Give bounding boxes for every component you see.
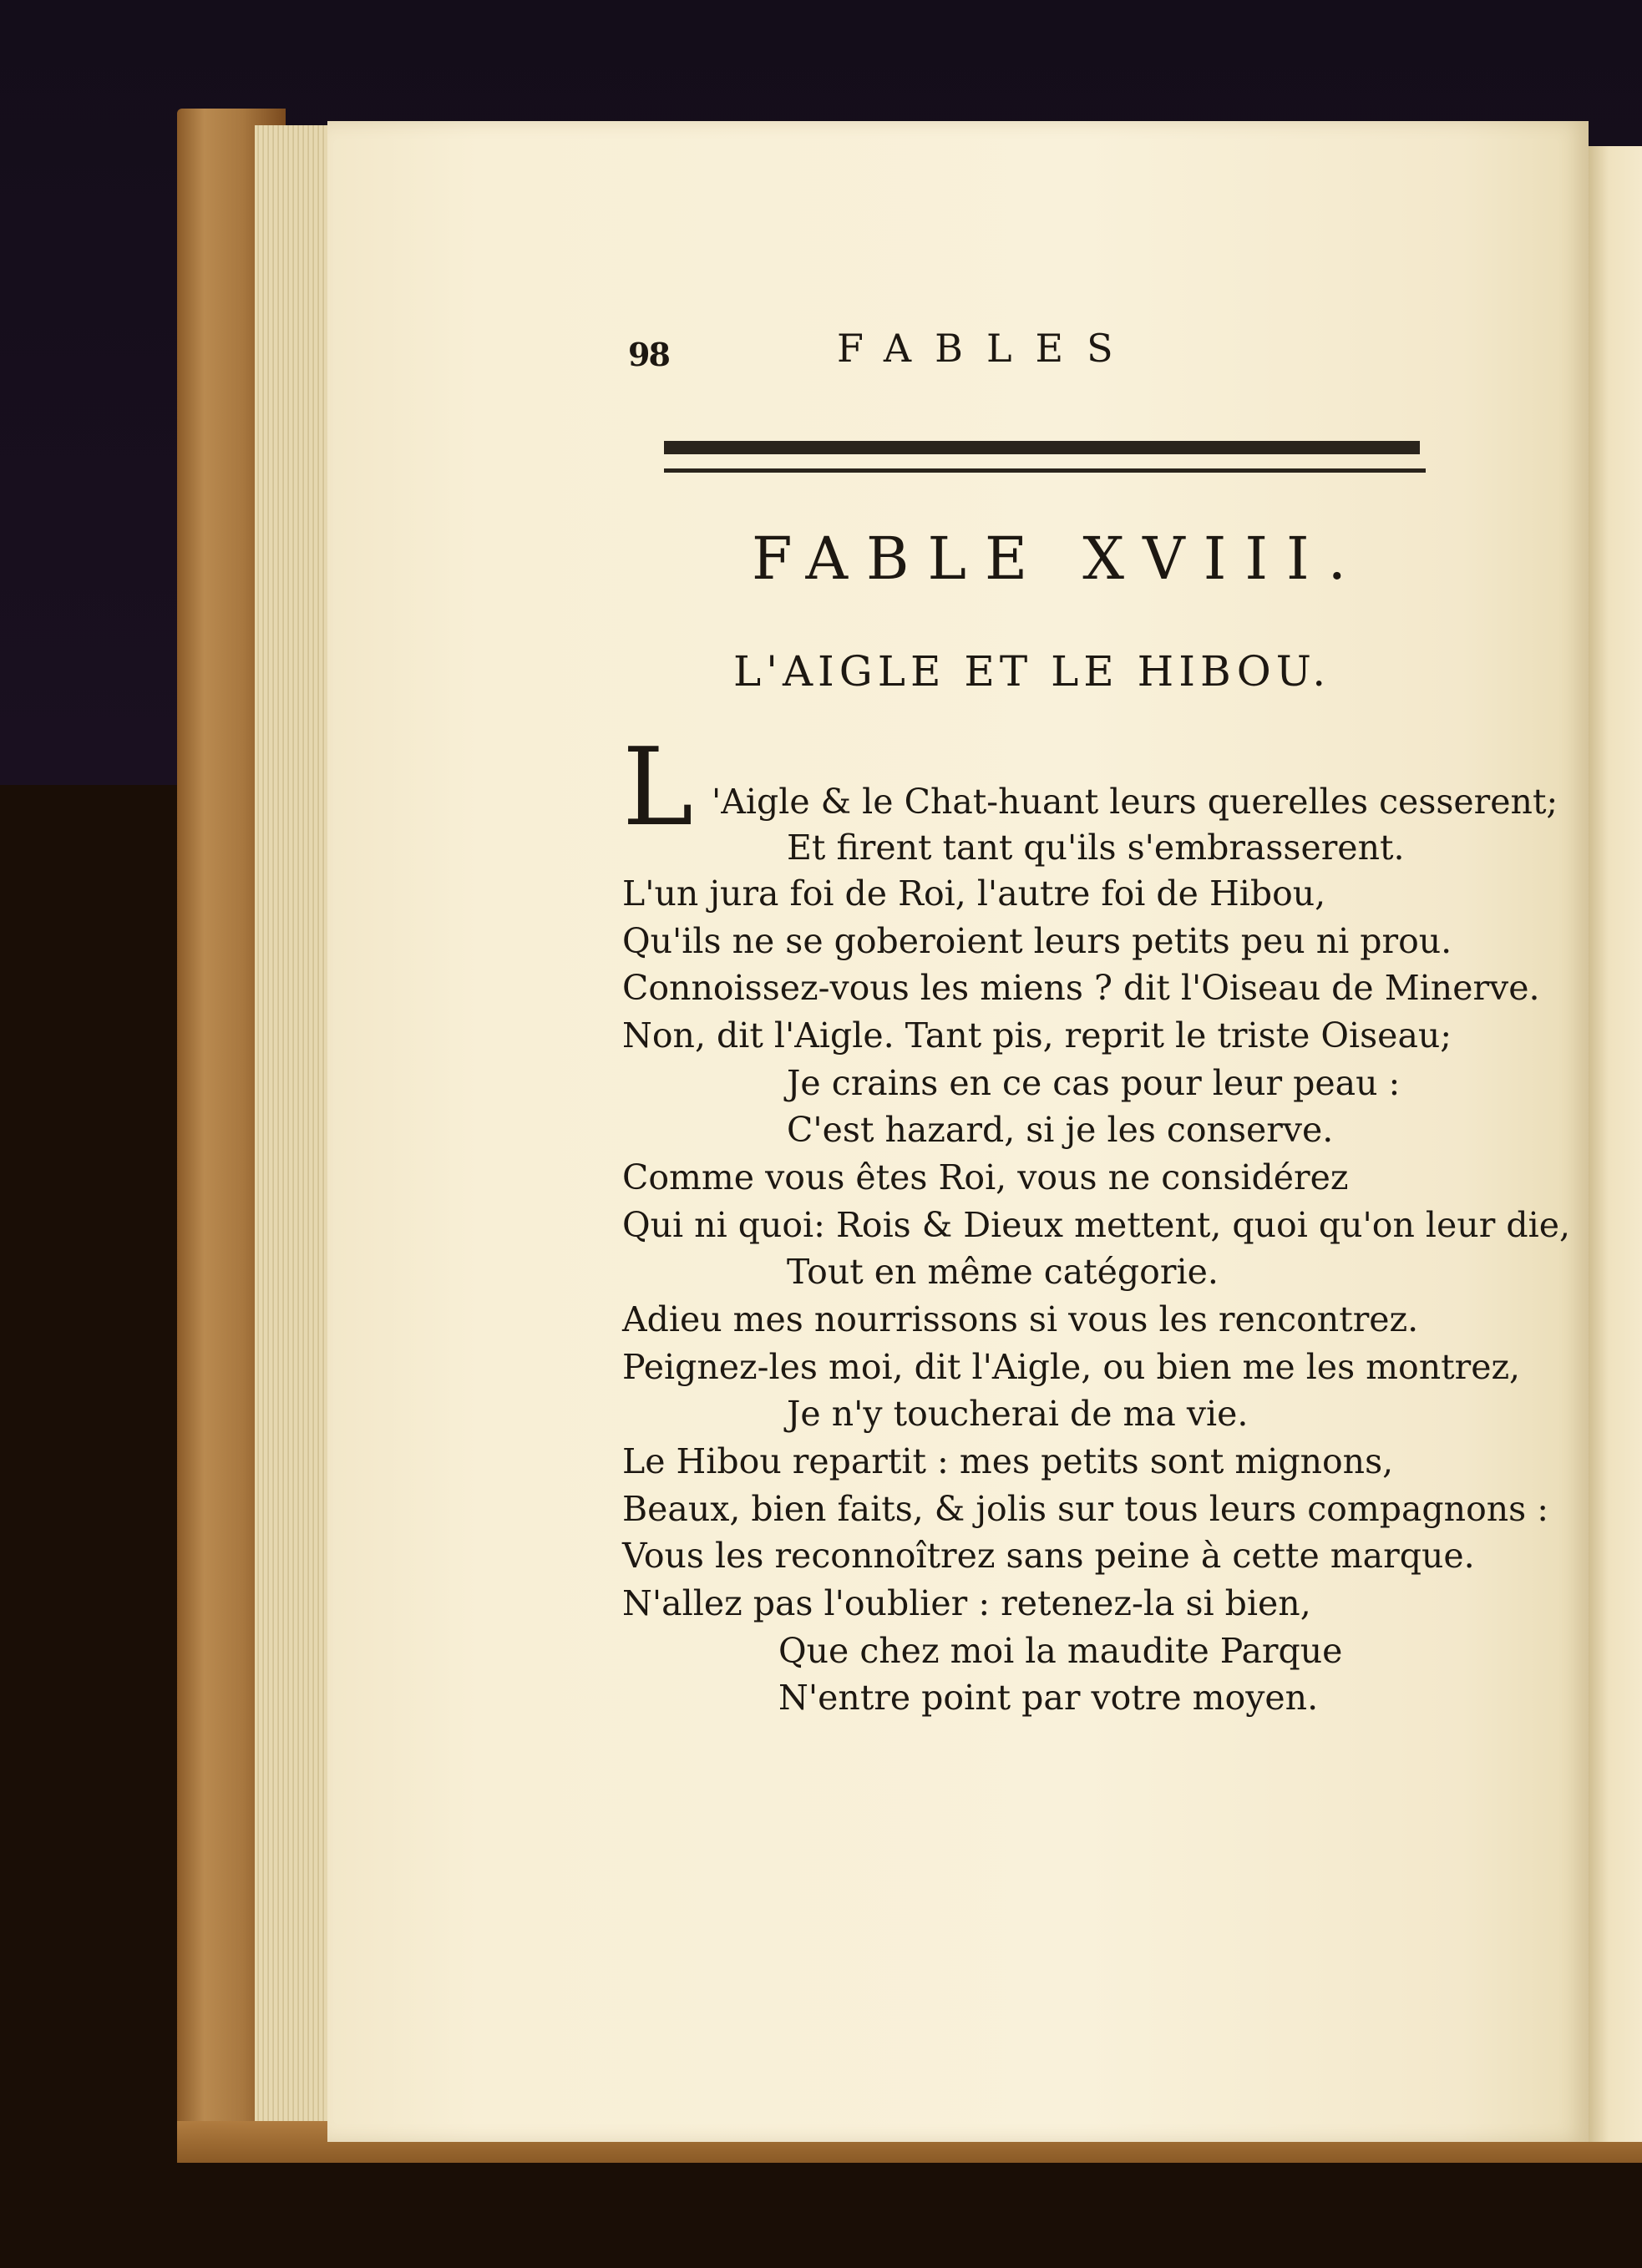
poem-line: Qu'ils ne se goberoient leurs petits peu ni prou. xyxy=(622,921,1452,961)
page-number: 98 xyxy=(628,336,669,373)
header-rule-thick xyxy=(664,441,1420,454)
poem-line: Tout en même catégorie. xyxy=(787,1252,1219,1292)
running-title: FABLES xyxy=(837,326,1137,371)
fable-subtitle: L'AIGLE ET LE HIBOU. xyxy=(733,647,1331,696)
page-header xyxy=(628,326,1296,384)
poem-line: Et firent tant qu'ils s'embrasserent. xyxy=(787,828,1405,868)
poem-line: Que chez moi la maudite Parque xyxy=(778,1631,1343,1671)
header-rule-thin xyxy=(664,468,1426,473)
poem-line: Je n'y toucherai de ma vie. xyxy=(787,1394,1249,1434)
fable-heading: FABLE XVIII. xyxy=(752,524,1365,593)
poem-line: Beaux, bien faits, & jolis sur tous leurs compagnons : xyxy=(622,1489,1549,1529)
poem-line: Adieu mes nourrissons si vous les rencontrez. xyxy=(622,1299,1419,1339)
poem-line: Non, dit l'Aigle. Tant pis, reprit le triste Oiseau; xyxy=(622,1015,1452,1056)
poem-line: Vous les reconnoîtrez sans peine à cette marque. xyxy=(622,1536,1475,1576)
poem-line: Comme vous êtes Roi, vous ne considérez xyxy=(622,1157,1349,1197)
poem-line: 'Aigle & le Chat-huant leurs querelles cesserent; xyxy=(712,782,1558,822)
poem-line: N'allez pas l'oublier : retenez-la si bien, xyxy=(622,1583,1311,1623)
facing-page xyxy=(1587,146,1642,2142)
poem-line: L'un jura foi de Roi, l'autre foi de Hibou, xyxy=(622,873,1326,914)
poem-line: Qui ni quoi: Rois & Dieux mettent, quoi qu'on leur die, xyxy=(622,1205,1570,1245)
poem-line: C'est hazard, si je les conserve. xyxy=(787,1110,1334,1150)
poem-line: Connoissez-vous les miens ? dit l'Oiseau de Minerve. xyxy=(622,968,1540,1008)
poem-line: Je crains en ce cas pour leur peau : xyxy=(787,1063,1401,1103)
poem-line: N'entre point par votre moyen. xyxy=(778,1678,1319,1718)
poem-line: Peignez-les moi, dit l'Aigle, ou bien me les montrez, xyxy=(622,1347,1521,1387)
poem-line: Le Hibou repartit : mes petits sont mignons, xyxy=(622,1441,1394,1481)
drop-cap: L xyxy=(622,726,693,850)
